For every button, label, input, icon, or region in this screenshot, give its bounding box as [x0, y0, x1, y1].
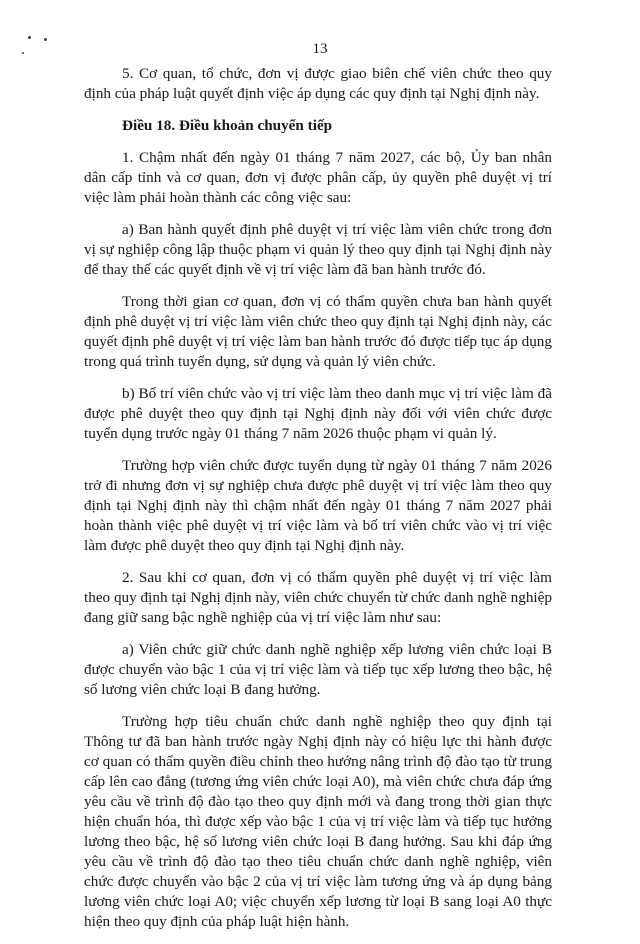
article-heading: Điều 18. Điều khoản chuyển tiếp — [122, 117, 333, 134]
paragraph: 5. Cơ quan, tổ chức, đơn vị được giao biên chế viên chức theo quy định của pháp luật quyết định việc áp dụng các quy định tại Nghị định này. — [84, 65, 552, 102]
paragraph: 2. Sau khi cơ quan, đơn vị có thẩm quyền phê duyệt vị trí việc làm theo quy định tại Nghị định này, viên chức chuyển từ chức danh nghề nghiệp đang giữ sang bậc nghề nghiệp của vị trí việc làm như sau: — [84, 569, 552, 626]
page-number: 13 — [312, 41, 328, 57]
paragraph: a) Ban hành quyết định phê duyệt vị trí việc làm viên chức trong đơn vị sự nghiệp công lập thuộc phạm vi quản lý theo quy định tại Nghị định này để thay thế các quyết định về vị trí việc làm đã ban hành trước đó. — [84, 221, 552, 278]
paragraph: 1. Chậm nhất đến ngày 01 tháng 7 năm 2027, các bộ, Ủy ban nhân dân cấp tỉnh và cơ quan, đơn vị được phân cấp, ủy quyền phê duyệt vị trí việc làm phải hoàn thành các công việc sau: — [84, 149, 552, 206]
scan-mark — [28, 36, 31, 39]
paragraph: Trong thời gian cơ quan, đơn vị có thẩm quyền chưa ban hành quyết định phê duyệt vị trí việc làm viên chức theo quy định tại Nghị định này, các quyết định phê duyệt vị trí việc làm ban hành trước đó được tiếp tục áp dụng trong quá trình tuyển dụng, sử dụng và quản lý viên chức. — [84, 293, 552, 370]
paragraph: Trường hợp tiêu chuẩn chức danh nghề nghiệp theo quy định tại Thông tư đã ban hành trước ngày Nghị định này có hiệu lực thi hành được cơ quan có thẩm quyền điều chỉnh theo hướng nâng trình độ đào tạo từ trung cấp lên cao đẳng (tương ứng viên chức loại A0), mà viên chức chưa đáp ứng yêu cầu về trình độ đào tạo theo quy định mới và đang trong thời gian thực hiện chuẩn hóa, thì được xếp vào bậc 1 của vị trí việc làm và tiếp tục hưởng lương theo bậc, hệ số lương viên chức loại B đang hưởng. Sau khi đáp ứng yêu cầu về trình độ đào tạo theo tiêu chuẩn chức danh nghề nghiệp, viên chức được chuyển vào bậc 2 của vị trí việc làm tương ứng và áp dụng bảng lương viên chức loại A0; việc chuyển xếp lương từ loại B sang loại A0 thực hiện theo quy định của pháp luật hiện hành. — [84, 713, 552, 930]
paragraph: Trường hợp viên chức được tuyển dụng từ ngày 01 tháng 7 năm 2026 trở đi nhưng đơn vị sự nghiệp chưa được phê duyệt vị trí việc làm theo quy định tại Nghị định này thì chậm nhất đến ngày 01 tháng 7 năm 2027 phải hoàn thành việc phê duyệt vị trí việc làm và bố trí viên chức vào vị trí việc làm được phê duyệt theo quy định tại Nghị định này. — [84, 457, 552, 554]
document-body — [84, 64, 552, 944]
paragraph: b) Bố trí viên chức vào vị trí việc làm theo danh mục vị trí việc làm đã được phê duyệt theo quy định tại Nghị định này đối với viên chức được tuyển dụng trước ngày 01 tháng 7 năm 2026 thuộc phạm vi quản lý. — [84, 385, 552, 442]
paragraph: a) Viên chức giữ chức danh nghề nghiệp xếp lương viên chức loại B được chuyển vào bậc 1 của vị trí việc làm và tiếp tục xếp lương theo bậc, hệ số lương viên chức loại B đang hưởng. — [84, 641, 552, 698]
